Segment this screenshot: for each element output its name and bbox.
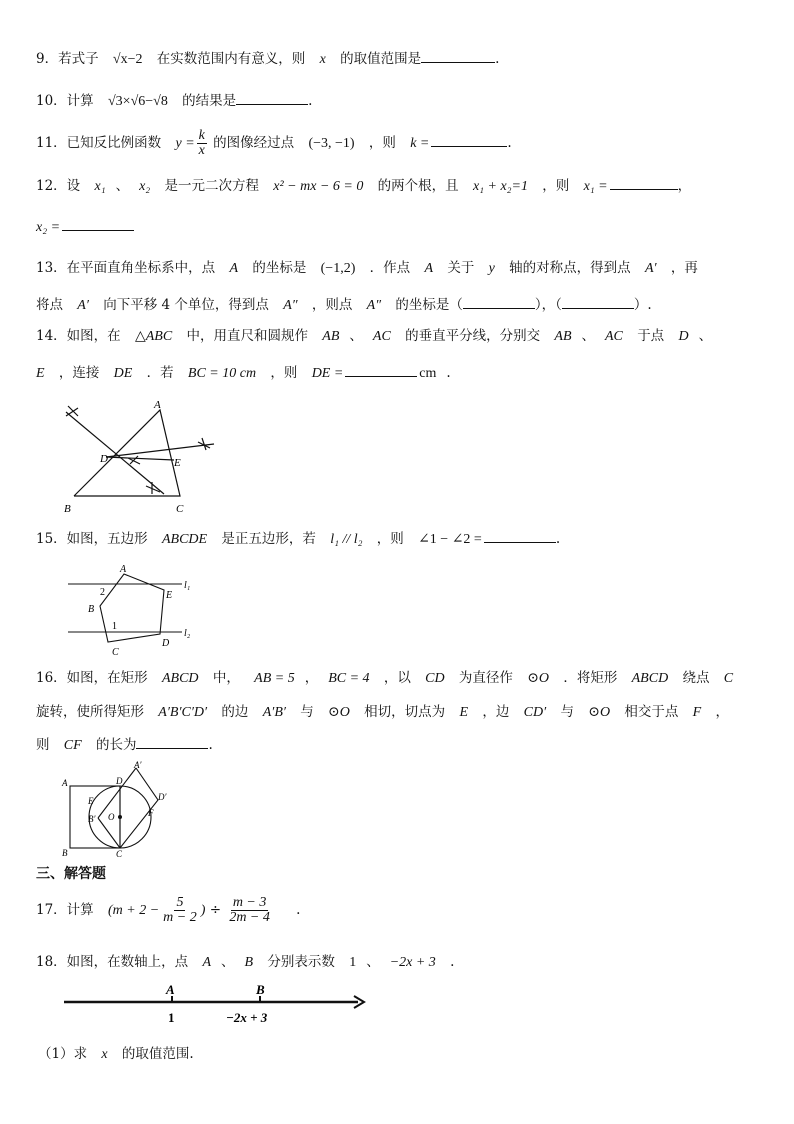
answer-blank (610, 175, 678, 190)
label-c: C (112, 647, 119, 658)
label-a: A (62, 778, 68, 788)
question-14-line2: E ，连接 DE ．若 BC = 10 cm ，则 DE = cm . (36, 362, 451, 384)
label-d: D (116, 776, 123, 786)
answer-blank (236, 90, 308, 105)
question-12: 12．设 x₁ 、 x₂ 是一元二次方程 x² − mx − 6 = 0 的两个根，且 x₁ + x₂=1 ，则 x₁ = ， (36, 175, 691, 197)
question-16-line3: 则 CF 的长为 . (36, 734, 213, 756)
label-b: B (88, 604, 95, 615)
question-13: 13．在平面直角坐标系中，点 A 的坐标是 (−1,2) ．作点 A 关于 y 轴的对称点，得到点 A′ ，再 (36, 260, 698, 276)
label-b: B (64, 503, 71, 515)
question-10: 10．计算 √3×√6−√8 的结果是 . (36, 90, 312, 112)
label-f: F (148, 808, 154, 818)
question-17: 17．计算 (m + 2 − $\frac{5}{m - 2}$ ) ÷ $\frac{m - 3}{2m - 4}$ . (36, 895, 301, 925)
arc-mark (198, 438, 210, 450)
answer-blank (62, 216, 134, 231)
triangle-abc (74, 410, 180, 496)
answer-blank (562, 294, 634, 309)
question-14: 14．如图，在 △ABC 中，用直尺和圆规作 AB 、 AC 的垂直平分线，分别交 AB 、 AC 于点 D 、 (36, 328, 713, 344)
label-c: C (176, 503, 184, 515)
label-b: B (62, 848, 68, 858)
label-one: 1 (168, 1010, 175, 1025)
question-15: 15．如图，五边形 ABCDE 是正五边形，若 l₁ // l₂ ，则 ∠1 − ∠2 = . (36, 528, 560, 550)
answer-blank (421, 48, 495, 63)
label-d: D (162, 638, 170, 649)
figure-16-rectangle-circle (58, 760, 188, 858)
segment-de (106, 457, 174, 460)
figure-18-number-line (62, 982, 372, 1032)
question-9: 9．若式子 √x−2 在实数范围内有意义，则 x 的取值范围是 . (36, 48, 499, 70)
label-b-prime: B′ (88, 814, 96, 824)
angle-1: 1 (112, 621, 117, 632)
label-d-prime: D′ (158, 792, 167, 802)
label-o: O (108, 812, 115, 822)
answer-blank (345, 362, 417, 377)
question-18-part1: （1）求 x 的取值范围. (38, 1046, 194, 1062)
question-16: 16．如图，在矩形 ABCD 中， AB = 5 ， BC = 4 ，以 CD 为直径作 ⊙O ．将矩形 ABCD 绕点 C (36, 670, 734, 686)
rotated-rect-edge-bc (98, 818, 120, 848)
label-d: D (100, 453, 108, 465)
angle-2: 2 (100, 587, 105, 598)
label-l2: l₂ (184, 628, 191, 639)
label-b: B (256, 982, 265, 997)
center-point (118, 815, 122, 819)
arc-mark (128, 456, 140, 464)
sqrt-expression: √x−2 (112, 52, 143, 67)
arc-mark (146, 482, 160, 494)
question-18: 18．如图，在数轴上，点 A 、 B 分别表示数 1 、 −2x + 3 . (36, 954, 455, 970)
answer-blank (463, 294, 535, 309)
question-11: 11．已知反比例函数 y = $\frac{k}{x}$ 的图像经过点 (−3, −1) ，则 k = . (36, 128, 512, 158)
answer-blank (136, 734, 208, 749)
answer-blank (484, 528, 556, 543)
section-title: 三、解答题 (36, 866, 106, 882)
question-16-line2: 旋转，使所得矩形 A′B′C′D′ 的边 A′B′ 与 ⊙O 相切，切点为 E ，边 CD′ 与 ⊙O 相交于点 F ， (36, 704, 730, 720)
figure-15-pentagon (60, 562, 210, 658)
label-expr: −2x + 3 (226, 1010, 268, 1025)
label-c: C (116, 849, 123, 858)
perp-bisector-ac (106, 444, 214, 457)
figure-14-triangle (56, 400, 226, 518)
label-a: A (120, 564, 127, 575)
perp-bisector-ab (66, 412, 164, 494)
label-l1: l₁ (184, 580, 191, 591)
label-e: E (166, 590, 173, 601)
label-a-prime: A′ (134, 760, 142, 770)
question-12-line2: x₂ = (36, 216, 134, 238)
question-13-line2: 将点 A′ 向下平移 4 个单位，得到点 A″ ，则点 A″ 的坐标是（ ），（ ）. (36, 294, 652, 316)
arc-mark (66, 406, 78, 416)
label-e: E (174, 457, 181, 469)
label-e: E (88, 796, 94, 806)
label-a: A (154, 400, 161, 411)
answer-blank (431, 132, 507, 147)
label-a: A (166, 982, 175, 997)
